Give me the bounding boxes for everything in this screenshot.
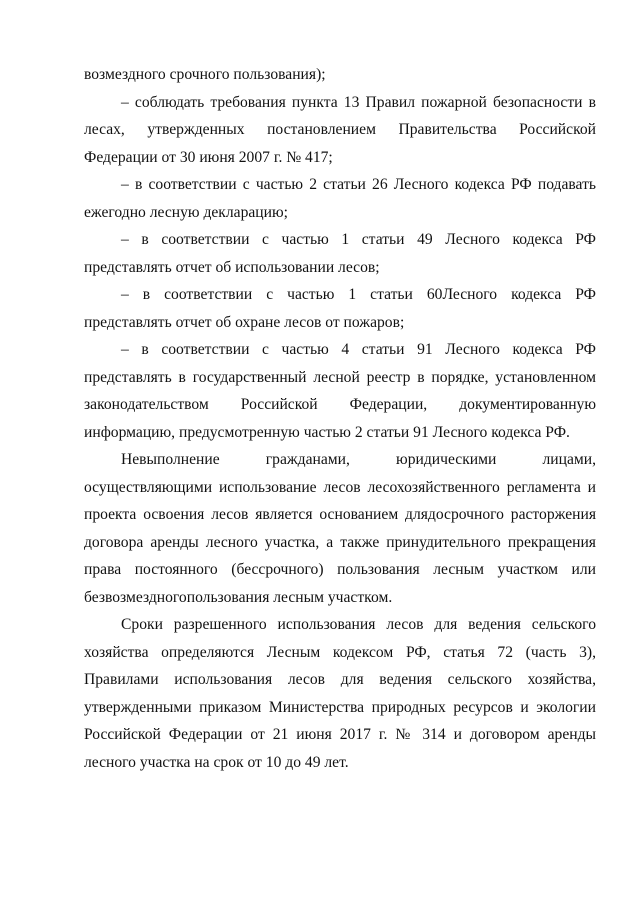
paragraph-fire-protection-report: – в соответствии с частью 1 статьи 60Лесного кодекса РФ представлять отчет об охране лесов от пожаров;	[84, 286, 596, 331]
paragraph-noncompliance: Невыполнение гражданами, юридическими лицами, осуществляющими использование лесов лесохозяйственного регламента и проекта освоения лесов является основанием длядосрочного расторжения договора аренды лесного участка, а также принудительного прекращения права постоянного (бессрочного) пользования лесным участком или безвозмездногопользования лесным участком.	[84, 451, 596, 606]
paragraph-usage-terms: Сроки разрешенного использования лесов для ведения сельского хозяйства определяются Лесным кодексом РФ, статья 72 (часть 3), Правилами использования лесов для ведения сельского хозяйства, утвержденными приказом Министерства природных ресурсов и экологии Российской Федерации от 21 июня 2017 г. № 314 и договором аренды лесного участка на срок от 10 до 49 лет.	[84, 616, 596, 771]
paragraph-fire-safety: – соблюдать требования пункта 13 Правил пожарной безопасности в лесах, утвержденных постановлением Правительства Российской Федерации от 30 июня 2007 г. № 417;	[84, 93, 596, 166]
paragraph-forest-registry: – в соответствии с частью 4 статьи 91 Лесного кодекса РФ представлять в государственный лесной реестр в порядке, установленном законодательством Российской Федерации, документированную информацию, предусмотренную частью 2 статьи 91 Лесного кодекса РФ.	[84, 341, 596, 441]
paragraph-usage-report: – в соответствии с частью 1 статьи 49 Лесного кодекса РФ представлять отчет об использовании лесов;	[84, 231, 596, 276]
paragraph-continuation: возмездного срочного пользования);	[84, 66, 326, 83]
document-body	[84, 61, 596, 776]
paragraph-forest-declaration: – в соответствии с частью 2 статьи 26 Лесного кодекса РФ подавать ежегодно лесную декларацию;	[84, 176, 596, 221]
